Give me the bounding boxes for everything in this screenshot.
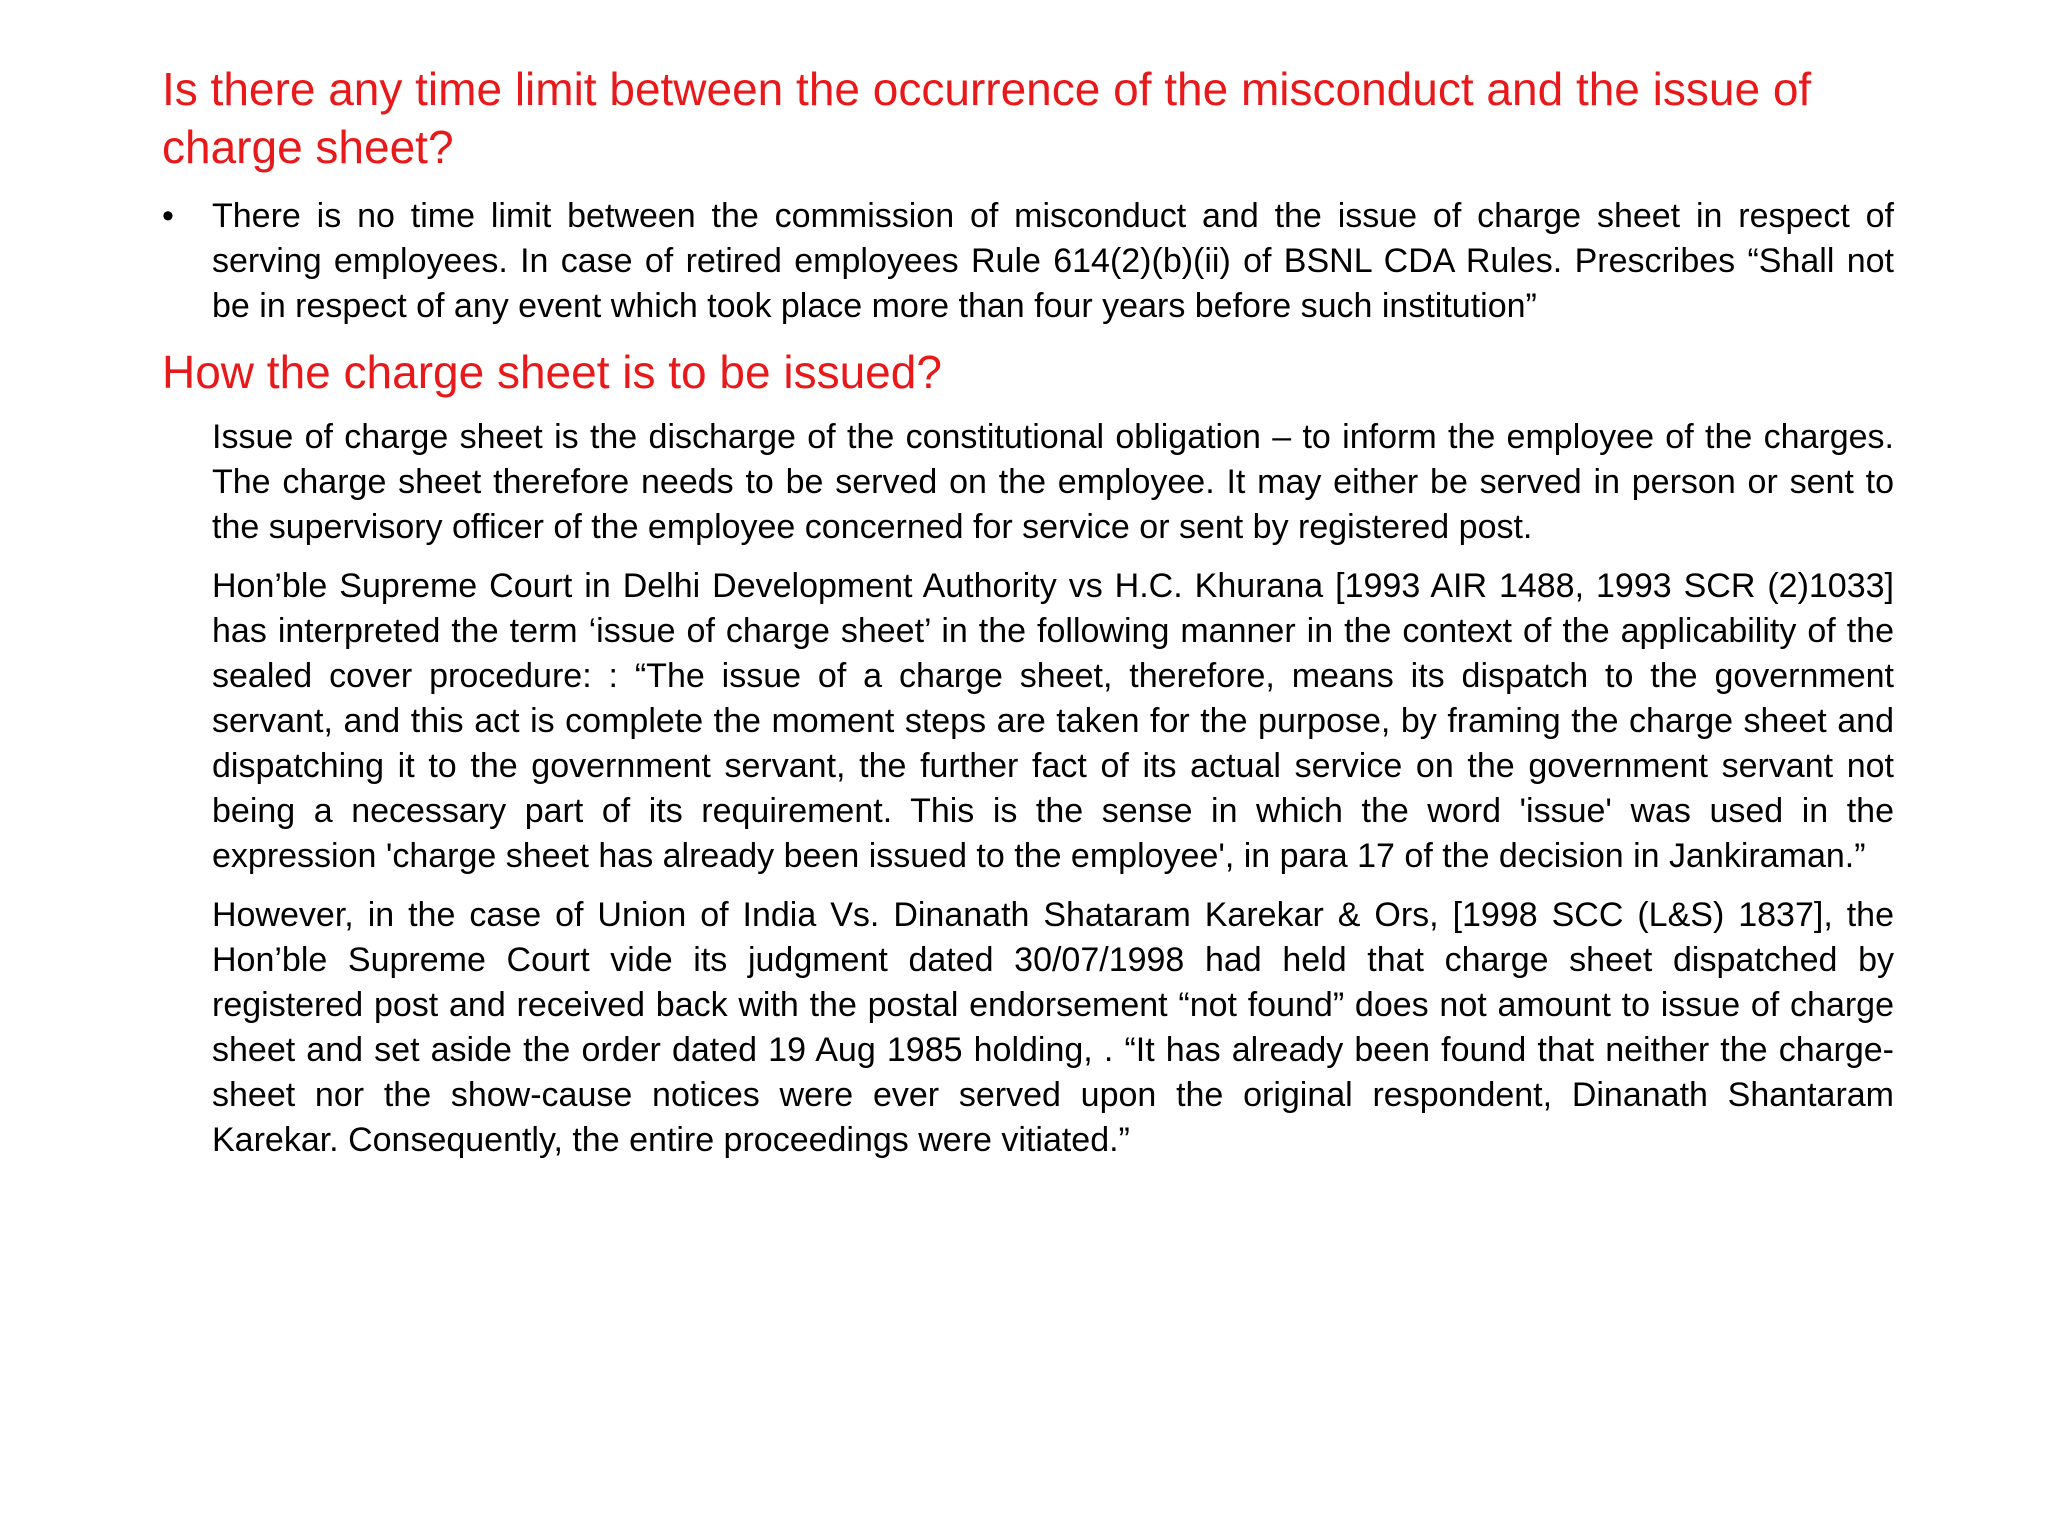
bullet-item: [162, 194, 1894, 329]
bullet-text: There is no time limit between the commission of misconduct and the issue of charge sheet in respect of serving employees. In case of retired employees Rule 614(2)(b)(ii) of BSNL CDA Rules. Prescribes “Shall not be in respect of any event which took place more than four years before such institution”: [212, 197, 1894, 325]
paragraph-khurana-case: Hon’ble Supreme Court in Delhi Development Authority vs H.C. Khurana [1993 AIR 1488, 1993 SCR (2)1033] has interpreted the term ‘issue of charge sheet’ in the following manner in the context of the applicability of the sealed cover procedure: : “The issue of a charge sheet, therefore, means its dispatch to the government servant, and this act is complete the moment steps are taken for the purpose, by framing the charge sheet and dispatching it to the government servant, the further fact of its actual service on the government servant not being a necessary part of its requirement. This is the sense in which the word 'issue' was used in the expression 'charge sheet has already been issued to the employee', in para 17 of the decision in Jankiraman.”: [212, 567, 1894, 875]
paragraph-issue-of-charge-sheet: Issue of charge sheet is the discharge of the constitutional obligation – to inform the employee of the charges. The charge sheet therefore needs to be served on the employee. It may either be served in person or sent to the supervisory officer of the employee concerned for service or sent by registered post.: [212, 418, 1894, 546]
body-paragraphs: [162, 415, 1894, 1163]
slide-content: [162, 60, 1894, 1163]
heading-time-limit: Is there any time limit between the occurrence of the misconduct and the issue of charge sheet?: [162, 63, 1812, 173]
bullet-dot-icon: •: [162, 197, 174, 235]
heading-how-issued: How the charge sheet is to be issued?: [162, 346, 942, 398]
paragraph-karekar-case: However, in the case of Union of India Vs. Dinanath Shataram Karekar & Ors, [1998 SCC (L&S) 1837], the Hon’ble Supreme Court vide its judgment dated 30/07/1998 had held that charge sheet dispatched by registered post and received back with the postal endorsement “not found” does not amount to issue of charge sheet and set aside the order dated 19 Aug 1985 holding, . “It has already been found that neither the charge-sheet nor the show-cause notices were ever served upon the original respondent, Dinanath Shantaram Karekar. Consequently, the entire proceedings were vitiated.”: [212, 896, 1894, 1159]
